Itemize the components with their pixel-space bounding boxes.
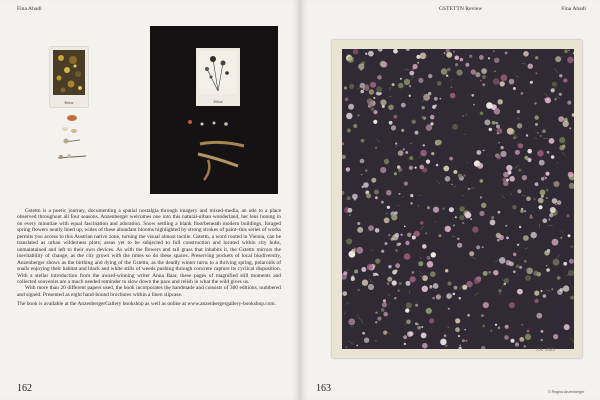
article-body xyxy=(17,208,281,308)
article-availability: The book is available at the AnzenbergerGallery bookshop as well as online at www.anzenbergergallery-bookshop.com. xyxy=(17,301,276,308)
artwork-caption: Sietse xyxy=(213,99,223,104)
page-number-left: 162 xyxy=(17,383,32,394)
polaroid-caption: Sietse xyxy=(64,100,74,105)
running-head-left: Fina Ahadi xyxy=(17,6,42,12)
photo-credit: © Regina Anzenberger xyxy=(548,390,585,394)
flower-field-artwork xyxy=(342,49,574,349)
artist-signature: J.A. 2023 xyxy=(536,348,556,353)
running-head-right: Fina Ahadi xyxy=(561,6,586,12)
polaroid-flower-image xyxy=(53,50,85,95)
framed-pressed-flower xyxy=(196,48,240,106)
article-paragraph: With more than 20 different papers used, the book incorporates the handmade and consists of 300 editions, numbered and signed. Presented as eight hand-bound brochures within a linen slipcase. xyxy=(17,285,281,298)
article-paragraph: Gstettn is a poetic journey, documenting a spatial nostalgia through imagery and mixed-media, an ode to a place observed throughout all four seasons. Anzenberger welcomes one into this natural-urban wonderland, her lens honing in on every minutiae with equal fascination and adoration. Snow settling a blank floorbeneath modern buildings, foraged spring flowers neatly lined up, wides of these abundant blooms highlighted by strong strokes of paint–this series of works permits you access to this Austrian native zone, turning the visual almost tactile. Gstettn, a word rooted in Vienna, can be translated as urban wilderness plots; areas yet to be subjected to full construction and located within city hubs, unmaintained and left to their own devices. As with the flowers and tall grass that inhabits it, the Gstettn mirrors the inevitability of change, as the city grows with the times so do these spaces. Preserving pockets of local biodiversity, Anzenberger shows as the birthing and dying of the Gstettn, as the deadly winter turns to a thriving spring, polaroids of snails enjoying their habitat and black and white stills of weeds pushing through concrete capture its cyclical disposition. With a stellar introduction from the award-winning writer Anna Baar, these pages of magnified still moments and collected souvenirs are a much needed reminder to slow down the pace and relish in what the wild gives us. xyxy=(17,208,281,285)
pressed-flowers-image xyxy=(342,49,574,349)
polaroid-photo xyxy=(50,47,88,107)
page-number-right: 163 xyxy=(316,383,331,394)
dried-specimens-image xyxy=(52,112,92,170)
dried-twigs-image xyxy=(180,114,260,184)
running-head-center: GSTETTN Review xyxy=(439,6,483,12)
dried-flowers-photograph xyxy=(150,26,278,194)
pressed-flower-card xyxy=(199,51,237,94)
